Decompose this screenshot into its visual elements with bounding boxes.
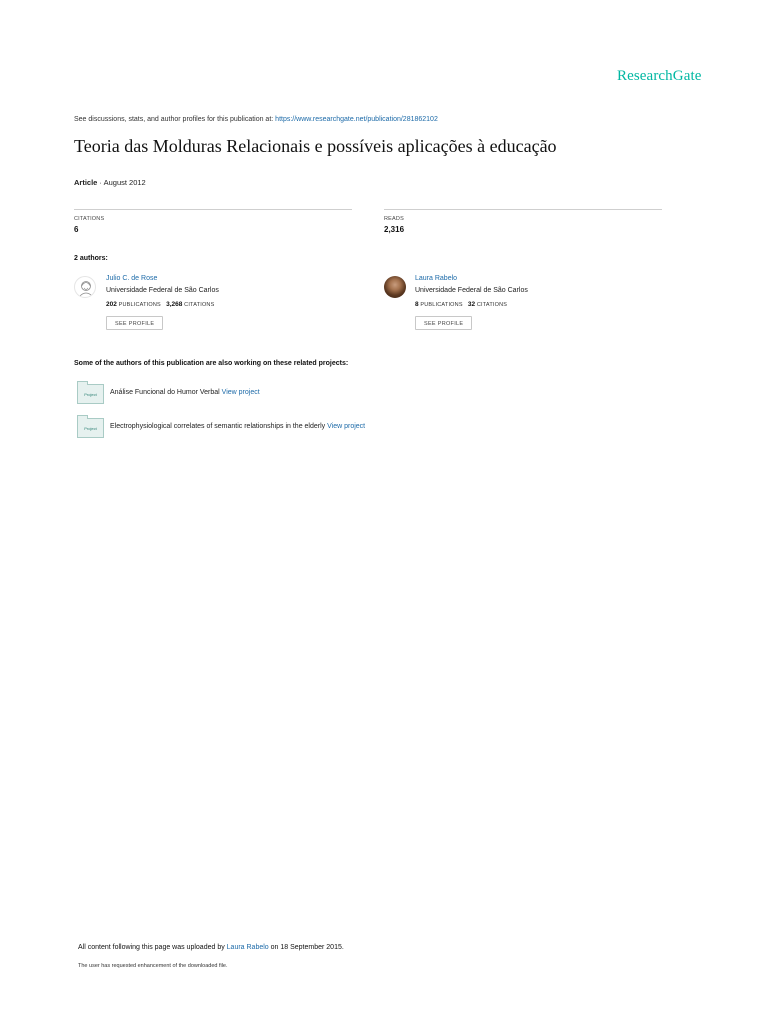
author-affiliation: Universidade Federal de São Carlos bbox=[106, 287, 219, 294]
author-publications-count: 8 bbox=[415, 301, 419, 308]
view-project-link[interactable]: View project bbox=[327, 423, 366, 430]
author-publications-count: 202 bbox=[106, 301, 117, 308]
project-folder-icon[interactable] bbox=[77, 384, 104, 404]
enhancement-note: The user has requested enhancement of the downloaded file. bbox=[78, 963, 228, 969]
author-avatar-default-icon[interactable] bbox=[74, 276, 96, 298]
project-name: Análise Funcional do Humor Verbal bbox=[110, 389, 222, 396]
see-profile-button[interactable]: SEE PROFILE bbox=[415, 316, 472, 330]
upload-prefix: All content following this page was uploaded by bbox=[78, 944, 227, 951]
project-item bbox=[110, 423, 365, 430]
author-publications-label: PUBLICATIONS bbox=[118, 302, 161, 308]
project-folder-icon[interactable] bbox=[77, 418, 104, 438]
citations-label: CITATIONS bbox=[74, 216, 105, 222]
view-project-link[interactable]: View project bbox=[221, 389, 260, 396]
publication-url-link[interactable]: https://www.researchgate.net/publication/281862102 bbox=[275, 116, 438, 123]
authors-heading: 2 authors: bbox=[74, 255, 108, 262]
upload-note bbox=[78, 944, 344, 951]
publication-type: Article bbox=[74, 178, 98, 187]
author-photo-avatar[interactable] bbox=[384, 276, 406, 298]
citations-value: 6 bbox=[74, 225, 79, 234]
researchgate-logo[interactable]: ResearchGate bbox=[617, 68, 702, 84]
project-icon-label: Project bbox=[84, 426, 97, 431]
project-icon-label: Project bbox=[84, 392, 97, 397]
projects-heading: Some of the authors of this publication are also working on these related projects: bbox=[74, 360, 349, 367]
project-item bbox=[110, 389, 260, 396]
reads-label: READS bbox=[384, 216, 404, 222]
author-citations-label: CITATIONS bbox=[184, 302, 215, 308]
citations-divider bbox=[74, 209, 352, 210]
reads-value: 2,316 bbox=[384, 225, 405, 234]
uploader-link[interactable]: Laura Rabelo bbox=[226, 944, 269, 951]
author-publications-label: PUBLICATIONS bbox=[420, 302, 463, 308]
publication-title: Teoria das Molduras Relacionais e possíveis aplicações à educação bbox=[74, 136, 557, 156]
author-stats bbox=[415, 301, 507, 308]
author-citations-count: 3,268 bbox=[166, 301, 183, 308]
author-name[interactable]: Laura Rabelo bbox=[415, 275, 458, 282]
author-affiliation: Universidade Federal de São Carlos bbox=[415, 287, 528, 294]
intro-line bbox=[74, 116, 438, 123]
author-stats bbox=[106, 301, 214, 308]
see-profile-button[interactable]: SEE PROFILE bbox=[106, 316, 163, 330]
meta-separator: · bbox=[97, 178, 104, 187]
author-name[interactable]: Julio C. de Rose bbox=[106, 275, 158, 282]
author-citations-label: CITATIONS bbox=[476, 302, 508, 308]
project-name: Electrophysiological correlates of semantic relationships in the elderly bbox=[110, 423, 328, 430]
intro-text: See discussions, stats, and author profiles for this publication at: bbox=[74, 116, 276, 123]
upload-suffix: on 18 September 2015. bbox=[268, 944, 344, 951]
publication-meta bbox=[74, 178, 146, 187]
publication-date: August 2012 bbox=[103, 178, 146, 187]
reads-divider bbox=[384, 209, 662, 210]
author-citations-count: 32 bbox=[467, 301, 476, 308]
